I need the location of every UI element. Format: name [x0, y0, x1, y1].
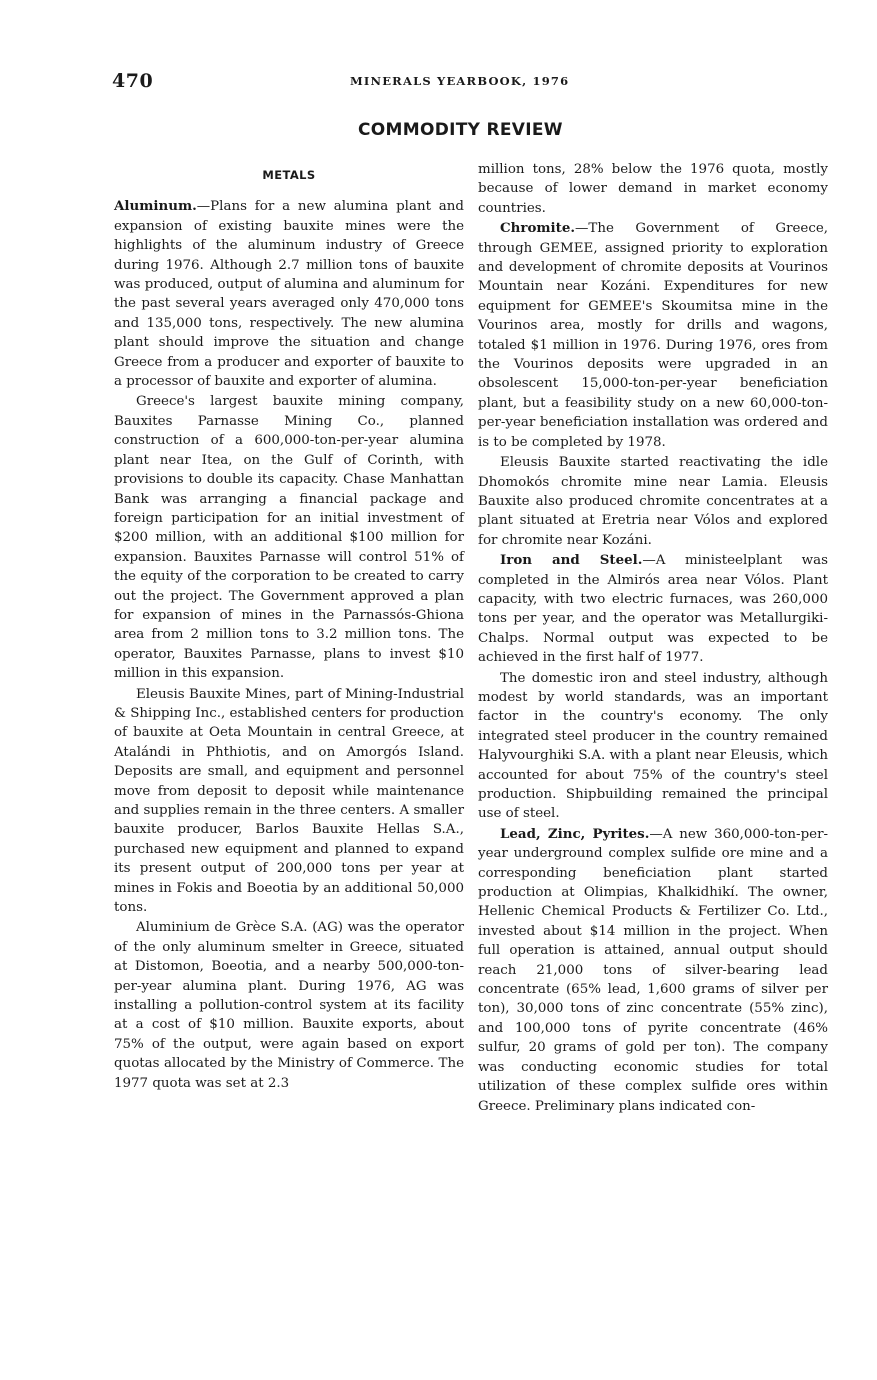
paragraph-chromite — [478, 219, 828, 452]
run-in-heading-lead-zinc-pyrites: Lead, Zinc, Pyrites. — [500, 825, 650, 842]
metals-subhead: METALS — [262, 168, 316, 182]
run-in-heading-iron-and-steel: Iron and Steel. — [500, 552, 643, 569]
section-title: COMMODITY REVIEW — [358, 120, 563, 140]
paragraph-lead-zinc-pyrites — [478, 825, 828, 1116]
paragraph-text: —The Government of Greece, through GEMEE, assigned priority to exploration and development of chromite deposits at Vourinos Mountain near Kozáni. Expenditures for new equipment for GEMEE's Skoumitsa mine in the Vourinos area, mostly for drills and wagons, totaled $1 million in 1976. During 1976, ores from the Vourinos deposits were upgraded in an obsolescent 15,000-ton-per-year beneficiation plant, but a feasibility study on a new 60,000-ton-per-year beneficiation installation was ordered and is to be completed by 1978. — [478, 221, 828, 450]
run-in-heading-aluminum: Aluminum. — [114, 198, 197, 215]
paragraph-bauxites-parnasse — [114, 392, 464, 683]
paragraph-text: Aluminium de Grèce S.A. (AG) was the operator of the only aluminum smelter in Greece, situated at Distomon, Boeotia, and a nearby 500,000-ton-per-year alumina plant. During 1976, AG was installing a pollution-control system at its facility at a cost of $10 million. Bauxite exports, about 75% of the output, were again based on export quotas allocated by the Ministry of Commerce. The 1977 quota was set at 2.3 — [114, 920, 464, 1091]
paragraph-aluminium-de-grece — [114, 918, 464, 1093]
paragraph-iron-and-steel — [478, 551, 828, 667]
right-column — [478, 160, 828, 1116]
paragraph-aluminum — [114, 197, 464, 391]
paragraph-text: Eleusis Bauxite started reactivating the idle Dhomokós chromite mine near Lamia. Eleusis Bauxite also produced chromite concentrates at a plant situated at Eretria near Vólos and explored for chromite near Kozáni. — [478, 455, 828, 548]
paragraph-text: million tons, 28% below the 1976 quota, mostly because of lower demand in market economy countries. — [478, 162, 828, 216]
paragraph-eleusis-chromite — [478, 453, 828, 550]
page-number: 470 — [112, 70, 154, 92]
paragraph-text: Eleusis Bauxite Mines, part of Mining-Industrial & Shipping Inc., established centers for production of bauxite at Oeta Mountain in central Greece, at Atalándi in Phthiotis, and on Amorgós Island. Deposits are small, and equipment and personnel move from deposit to deposit while maintenance and supplies remain in the three centers. A smaller bauxite producer, Barlos Bauxite Hellas S.A., purchased new equipment and planned to expand its present output of 200,000 tons per year at mines in Fokis and Boeotia by an additional 50,000 tons. — [114, 686, 464, 916]
paragraph-text: —A new 360,000-ton-per-year underground complex sulfide ore mine and a corresponding beneficiation plant started production at Olimpias, Khalkidhikí. The owner, Hellenic Chemical Products & Fertilizer Co. Ltd., invested about $14 million in the project. When full operation is attained, annual output should reach 21,000 tons of silver-bearing lead concentrate (65% lead, 1,600 grams of silver per ton), 30,000 tons of zinc concentrate (55% zinc), and 100,000 tons of pyrite concentrate (46% sulfur, 20 grams of gold per ton). The company was conducting economic studies for total utilization of these complex sulfide ores within Greece. Preliminary plans indicated con- — [478, 826, 828, 1114]
run-in-heading-chromite: Chromite. — [500, 220, 576, 237]
paragraph-eleusis-bauxite-mines — [114, 685, 464, 918]
paragraph-text: —Plans for a new alumina plant and expansion of existing bauxite mines were the highlights of the aluminum industry of Greece during 1976. Although 2.7 million tons of bauxite was produced, output of alumina and aluminum for the past several years averaged only 470,000 tons and 135,000 tons, respectively. The new alumina plant should improve the situation and change Greece from a producer and exporter of bauxite to a processor of bauxite and exporter of alumina. — [114, 199, 464, 390]
paragraph-continuation — [478, 160, 828, 218]
left-column — [114, 160, 464, 1093]
paragraph-domestic-steel-industry — [478, 669, 828, 824]
running-head: MINERALS YEARBOOK, 1976 — [350, 74, 570, 88]
paragraph-text: —A ministeelplant was completed in the Almirós area near Vólos. Plant capacity, with two electric furnaces, was 260,000 tons per year, and the operator was Metallurgiki-Chalps. Normal output was expected to be achieved in the first half of 1977. — [478, 553, 828, 666]
paragraph-text: Greece's largest bauxite mining company, Bauxites Parnasse Mining Co., planned construction of a 600,000-ton-per-year alumina plant near Itea, on the Gulf of Corinth, with provisions to double its capacity. Chase Manhattan Bank was arranging a financial package and foreign participation for an initial investment of $200 million, with an additional $100 million for expansion. Bauxites Parnasse will control 51% of the equity of the corporation to be created to carry out the project. The Government approved a plan for expansion of mines in the Parnassós-Ghiona area from 2 million tons to 3.2 million tons. The operator, Bauxites Parnasse, plans to invest $10 million in this expansion. — [114, 394, 464, 682]
paragraph-text: The domestic iron and steel industry, although modest by world standards, was an important factor in the country's economy. The only integrated steel producer in the country remained Halyvourghiki S.A. with a plant near Eleusis, which accounted for about 75% of the country's steel production. Shipbuilding remained the principal use of steel. — [478, 670, 828, 822]
